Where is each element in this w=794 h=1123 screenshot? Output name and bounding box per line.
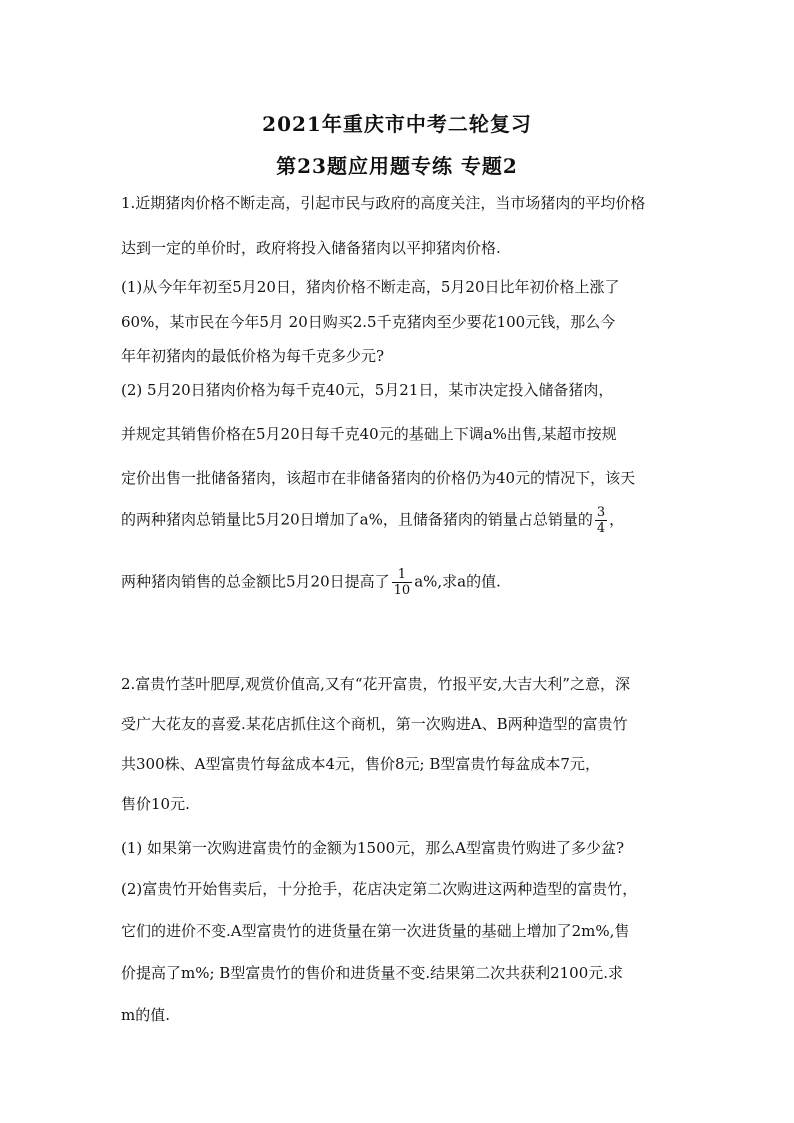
fraction-three-quarters [595, 505, 607, 536]
q2-part1-line: (1) 如果第一次购进富贵竹的金额为1500元，那么A型富贵竹购进了多少盆? [121, 839, 625, 857]
q1-part2-line-with-fraction [121, 505, 624, 536]
q1-part2-text: ， [609, 510, 625, 529]
doc-title: 2021年重庆市中考二轮复习 [262, 112, 532, 136]
q1-part2-line: 并规定其销售价格在5月20日每千克40元的基础上下调a%出售,某超市按规 [121, 425, 617, 443]
fraction-one-tenth [392, 567, 413, 598]
fraction-numerator: 3 [596, 505, 606, 520]
q1-part2-text: a%,求a的值. [414, 572, 501, 591]
q2-part2-line: 它们的进价不变.A型富贵竹的进货量在第一次进货量的基础上增加了2m%,售 [121, 922, 630, 940]
q1-line: 达到一定的单价时，政府将投入储备猪肉以平抑猪肉价格. [121, 239, 501, 257]
q1-part2-line: 定价出售一批储备猪肉，该超市在非储备猪肉的价格仍为40元的情况下，该天 [121, 469, 636, 487]
q2-line: 共300株、A型富贵竹每盆成本4元，售价8元; B型富贵竹每盆成本7元， [121, 755, 600, 773]
q1-part2-line: (2) 5月20日猪肉价格为每千克40元，5月21日，某市决定投入储备猪肉， [121, 381, 614, 399]
fraction-denominator: 4 [596, 521, 606, 536]
q2-part2-line: m的值. [121, 1006, 170, 1024]
q2-line: 2.富贵竹茎叶肥厚,观赏价值高,又有“花开富贵，竹报平安,大吉大利”之意，深 [121, 675, 630, 693]
q2-part2-line: 价提高了m%; B型富贵竹的售价和进货量不变.结果第二次共获利2100元.求 [121, 964, 624, 982]
q1-part2-text: 的两种猪肉总销量比5月20日增加了a%，且储备猪肉的销量占总销量的 [121, 510, 593, 529]
fraction-numerator: 1 [392, 567, 413, 583]
fraction-denominator: 10 [393, 583, 411, 598]
q1-part2-text: 两种猪肉销售的总金额比5月20日提高了 [121, 572, 390, 591]
q1-part2-line-with-fraction [121, 567, 501, 598]
q2-line: 受广大花友的喜爱.某花店抓住这个商机，第一次购进A、B两种造型的富贵竹 [121, 715, 628, 733]
q2-line: 售价10元. [121, 795, 190, 813]
q1-part1-line: 60%，某市民在今年5月 20日购买2.5千克猪肉至少要花100元钱，那么今 [121, 313, 616, 331]
q2-part2-line: (2)富贵竹开始售卖后，十分抢手，花店决定第二次购进这两种造型的富贵竹， [121, 880, 638, 898]
doc-subtitle: 第23题应用题专练 专题2 [276, 154, 518, 178]
q1-part1-line: (1)从今年年初至5月20日，猪肉价格不断走高，5月20日比年初价格上涨了 [121, 278, 620, 296]
q1-part1-line: 年年初猪肉的最低价格为每千克多少元? [121, 347, 385, 365]
q1-line: 1.近期猪肉价格不断走高，引起市民与政府的高度关注，当市场猪肉的平均价格 [121, 194, 646, 212]
